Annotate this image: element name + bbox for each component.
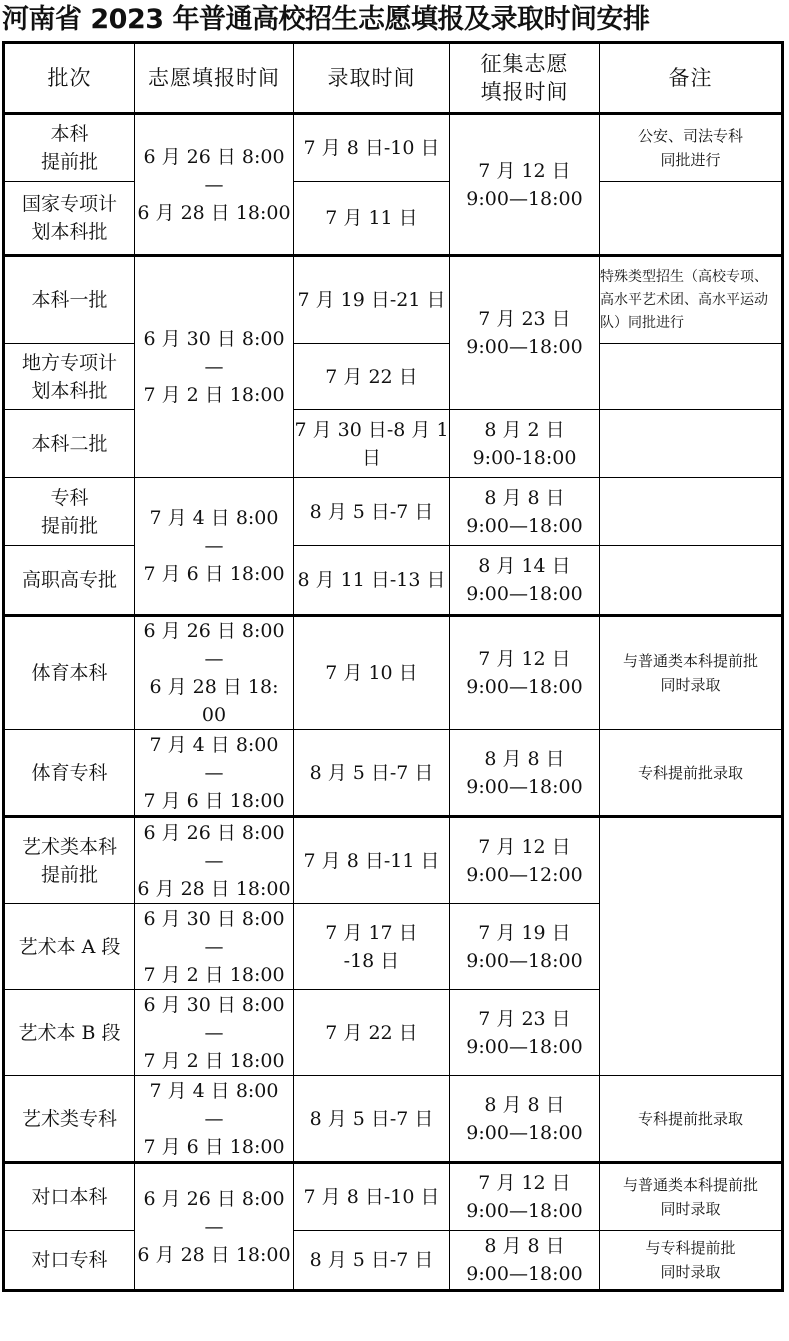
remark-cell: 与普通类本科提前批 同时录取: [600, 1163, 783, 1231]
collect-time-cell: 8 月 8 日 9:00—18:00: [450, 730, 600, 817]
fill-time-cell: 6 月 30 日 8:00 — 7 月 2 日 18:00: [135, 904, 294, 990]
page-title: 河南省 2023 年普通高校招生志愿填报及录取时间安排: [2, 4, 650, 35]
admit-time-cell: 8 月 5 日-7 日: [294, 478, 450, 546]
collect-time-cell: 8 月 2 日 9:00-18:00: [450, 410, 600, 478]
batch-cell: 对口专科: [4, 1231, 135, 1291]
batch-cell: 对口本科: [4, 1163, 135, 1231]
table-row: [4, 730, 783, 817]
remark-cell: 专科提前批录取: [600, 1076, 783, 1163]
remark-cell: 公安、司法专科 同批进行: [600, 114, 783, 182]
remark-cell: [600, 182, 783, 256]
remark-cell: 特殊类型招生（高校专项、高水平艺术团、高水平运动队）同批进行: [600, 256, 783, 344]
fill-time-cell: 6 月 26 日 8:00 — 6 月 28 日 18:00: [135, 114, 294, 256]
admit-time-cell: 7 月 22 日: [294, 344, 450, 410]
admit-time-cell: 8 月 5 日-7 日: [294, 730, 450, 817]
remark-cell: [600, 546, 783, 616]
batch-cell: 专科 提前批: [4, 478, 135, 546]
batch-cell: 体育专科: [4, 730, 135, 817]
table-row: [4, 1076, 783, 1163]
table-row: [4, 616, 783, 730]
collect-time-cell: 8 月 8 日 9:00—18:00: [450, 1076, 600, 1163]
admit-time-cell: 8 月 5 日-7 日: [294, 1076, 450, 1163]
table-row: [4, 817, 783, 904]
fill-time-cell: 7 月 4 日 8:00 — 7 月 6 日 18:00: [135, 730, 294, 817]
schedule-table: [2, 41, 784, 1292]
batch-cell: 高职高专批: [4, 546, 135, 616]
admit-time-cell: 7 月 19 日-21 日: [294, 256, 450, 344]
collect-time-cell: 7 月 23 日 9:00—18:00: [450, 256, 600, 410]
table-row: [4, 182, 783, 256]
remark-cell: [600, 817, 783, 1076]
admit-time-cell: 7 月 17 日 -18 日: [294, 904, 450, 990]
header-row: [4, 43, 783, 114]
header-remark: 备注: [600, 43, 783, 114]
remark-cell: 与普通类本科提前批 同时录取: [600, 616, 783, 730]
admit-time-cell: 7 月 11 日: [294, 182, 450, 256]
batch-cell: 艺术类专科: [4, 1076, 135, 1163]
header-collect-time: 征集志愿 填报时间: [450, 43, 600, 114]
table-row: [4, 114, 783, 182]
remark-cell: [600, 410, 783, 478]
table-row: [4, 344, 783, 410]
fill-time-cell: 6 月 26 日 8:00 — 6 月 28 日 18: 00: [135, 616, 294, 730]
header-fill-time: 志愿填报时间: [135, 43, 294, 114]
table-row: [4, 546, 783, 616]
admit-time-cell: 7 月 8 日-11 日: [294, 817, 450, 904]
fill-time-cell: 7 月 4 日 8:00 — 7 月 6 日 18:00: [135, 1076, 294, 1163]
admit-time-cell: 7 月 10 日: [294, 616, 450, 730]
collect-time-cell: 8 月 8 日 9:00—18:00: [450, 1231, 600, 1291]
batch-cell: 本科 提前批: [4, 114, 135, 182]
batch-cell: 国家专项计 划本科批: [4, 182, 135, 256]
collect-time-cell: 7 月 19 日 9:00—18:00: [450, 904, 600, 990]
table-row: [4, 478, 783, 546]
admit-time-cell: 7 月 8 日-10 日: [294, 1163, 450, 1231]
header-admit-time: 录取时间: [294, 43, 450, 114]
collect-time-cell: 7 月 12 日 9:00—18:00: [450, 616, 600, 730]
table-row: [4, 410, 783, 478]
admit-time-cell: 7 月 22 日: [294, 990, 450, 1076]
collect-time-cell: 7 月 12 日 9:00—18:00: [450, 114, 600, 256]
batch-cell: 本科二批: [4, 410, 135, 478]
fill-time-cell: 6 月 26 日 8:00 — 6 月 28 日 18:00: [135, 1163, 294, 1291]
table-row: [4, 1231, 783, 1291]
collect-time-cell: 7 月 23 日 9:00—18:00: [450, 990, 600, 1076]
table-row: [4, 1163, 783, 1231]
fill-time-cell: 6 月 30 日 8:00 — 7 月 2 日 18:00: [135, 990, 294, 1076]
collect-time-cell: 8 月 14 日 9:00—18:00: [450, 546, 600, 616]
header-batch: 批次: [4, 43, 135, 114]
remark-cell: [600, 478, 783, 546]
batch-cell: 艺术本 A 段: [4, 904, 135, 990]
admit-time-cell: 7 月 8 日-10 日: [294, 114, 450, 182]
batch-cell: 艺术本 B 段: [4, 990, 135, 1076]
admit-time-cell: 7 月 30 日-8 月 1 日: [294, 410, 450, 478]
collect-time-cell: 7 月 12 日 9:00—18:00: [450, 1163, 600, 1231]
fill-time-cell: 7 月 4 日 8:00 — 7 月 6 日 18:00: [135, 478, 294, 616]
fill-time-cell: 6 月 26 日 8:00 — 6 月 28 日 18:00: [135, 817, 294, 904]
remark-cell: [600, 344, 783, 410]
collect-time-cell: 7 月 12 日 9:00—12:00: [450, 817, 600, 904]
admit-time-cell: 8 月 11 日-13 日: [294, 546, 450, 616]
remark-cell: 与专科提前批 同时录取: [600, 1231, 783, 1291]
collect-time-cell: 8 月 8 日 9:00—18:00: [450, 478, 600, 546]
batch-cell: 本科一批: [4, 256, 135, 344]
remark-cell: 专科提前批录取: [600, 730, 783, 817]
batch-cell: 地方专项计 划本科批: [4, 344, 135, 410]
batch-cell: 艺术类本科 提前批: [4, 817, 135, 904]
table-row: [4, 256, 783, 344]
fill-time-cell: 6 月 30 日 8:00 — 7 月 2 日 18:00: [135, 256, 294, 478]
admit-time-cell: 8 月 5 日-7 日: [294, 1231, 450, 1291]
batch-cell: 体育本科: [4, 616, 135, 730]
